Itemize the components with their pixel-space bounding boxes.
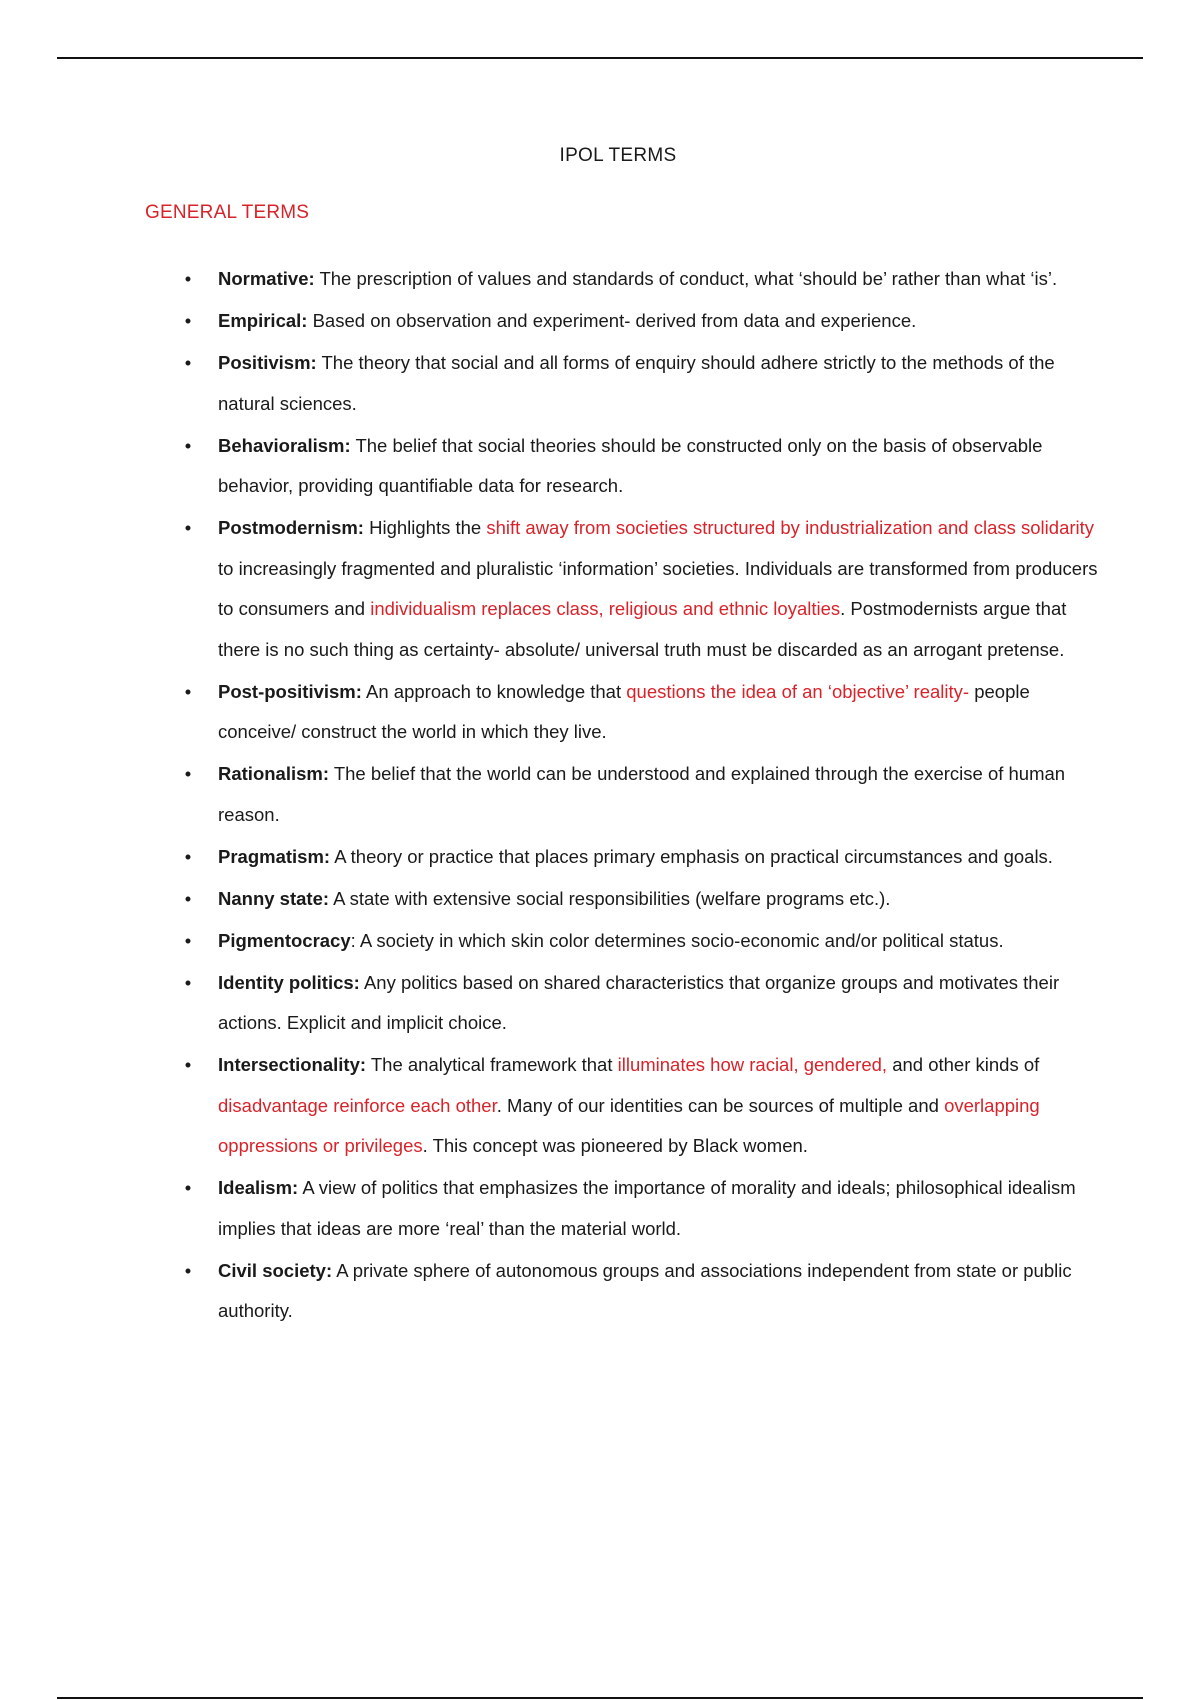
term-item bbox=[184, 672, 1098, 753]
bullet-icon: • bbox=[184, 887, 192, 909]
bullet-icon: • bbox=[184, 268, 192, 289]
top-rule bbox=[57, 57, 1143, 59]
term-item bbox=[184, 301, 1098, 342]
definition-text: The theory that social and all forms of enquiry should adhere strictly to the methods of the natural sciences. bbox=[218, 352, 1055, 414]
definition-text: The belief that social theories should be constructed only on the basis of observable behavior, providing quantifiable data for research. bbox=[218, 434, 1043, 496]
term-name: Postmodernism: bbox=[218, 517, 364, 538]
definition-text: Highlights the bbox=[363, 517, 487, 538]
term-name: Behavioralism: bbox=[218, 434, 351, 456]
term-name: Post-positivism: bbox=[218, 680, 362, 702]
bottom-rule bbox=[57, 1697, 1143, 1699]
term-item bbox=[184, 1045, 1098, 1167]
definition-text: The analytical framework that bbox=[366, 1054, 618, 1075]
section-heading-general-terms: GENERAL TERMS bbox=[145, 202, 310, 223]
definition-text: . Many of our identities can be sources of multiple and bbox=[496, 1094, 945, 1116]
definition-text: and other kinds of bbox=[887, 1054, 1040, 1075]
highlighted-text: individualism replaces class, religious and ethnic loyalties bbox=[370, 598, 841, 619]
bullet-icon: • bbox=[184, 517, 192, 538]
term-name: Rationalism: bbox=[218, 763, 330, 784]
highlighted-text: illuminates how racial, gendered, bbox=[617, 1054, 888, 1075]
highlighted-text: questions the idea of an ‘objective’ reality- bbox=[626, 680, 970, 702]
bullet-icon: • bbox=[184, 845, 192, 867]
term-name: Pigmentocracy bbox=[218, 929, 351, 951]
definition-text: Any politics based on shared characteristics that organize groups and motivates their actions. Explicit and implicit choice. bbox=[218, 971, 1060, 1033]
term-item bbox=[184, 837, 1098, 878]
term-item bbox=[184, 508, 1098, 670]
term-name: Civil society: bbox=[218, 1259, 333, 1281]
definition-text: The belief that the world can be understood and explained through the exercise of human reason. bbox=[218, 763, 1066, 825]
term-name: Normative: bbox=[218, 268, 315, 289]
term-item bbox=[184, 1168, 1098, 1249]
definition-text: . This concept was pioneered by Black women. bbox=[422, 1135, 808, 1156]
highlighted-text: shift away from societies structured by industrialization and class solidarity bbox=[486, 517, 1095, 538]
bullet-icon: • bbox=[184, 1177, 192, 1198]
bullet-icon: • bbox=[184, 680, 192, 702]
bullet-icon: • bbox=[184, 434, 192, 456]
term-item bbox=[184, 1251, 1098, 1332]
definition-text: . Postmodernists argue that there is no such thing as certainty- absolute/ universal truth must be discarded as an arrogant pretense. bbox=[218, 598, 1067, 660]
term-item bbox=[184, 921, 1098, 962]
term-item bbox=[184, 426, 1098, 507]
definition-text: people conceive/ construct the world in which they live. bbox=[218, 680, 1030, 742]
bullet-icon: • bbox=[184, 352, 192, 373]
definition-text: A theory or practice that places primary emphasis on practical circumstances and goals. bbox=[330, 845, 1053, 867]
term-name: Identity politics: bbox=[218, 971, 360, 993]
term-name: Intersectionality: bbox=[218, 1054, 367, 1075]
definition-text: The prescription of values and standards of conduct, what ‘should be’ rather than what ‘is’. bbox=[314, 268, 1058, 289]
term-item bbox=[184, 963, 1098, 1044]
term-name: Idealism: bbox=[218, 1177, 299, 1198]
term-item bbox=[184, 879, 1098, 920]
definition-text: A state with extensive social responsibilities (welfare programs etc.). bbox=[329, 887, 891, 909]
term-name: Pragmatism: bbox=[218, 845, 331, 867]
definition-text: A private sphere of autonomous groups and associations independent from state or public authority. bbox=[218, 1259, 1072, 1321]
bullet-icon: • bbox=[184, 1259, 192, 1281]
bullet-icon: • bbox=[184, 929, 192, 951]
bullet-icon: • bbox=[184, 763, 192, 784]
bullet-icon: • bbox=[184, 1054, 192, 1075]
term-item bbox=[184, 754, 1098, 835]
definition-text: An approach to knowledge that bbox=[361, 680, 627, 702]
definition-text: to increasingly fragmented and pluralistic ‘information’ societies. Individuals are transformed from producers to consumers and bbox=[218, 557, 1098, 619]
term-name: Positivism: bbox=[218, 352, 317, 373]
term-item bbox=[184, 343, 1098, 424]
term-name: Nanny state: bbox=[218, 887, 330, 909]
term-item bbox=[184, 259, 1098, 300]
highlighted-text: overlapping oppressions or privileges bbox=[218, 1094, 1040, 1156]
highlighted-text: disadvantage reinforce each other bbox=[218, 1094, 497, 1116]
definition-text: Based on observation and experiment- derived from data and experience. bbox=[307, 310, 917, 331]
page-title: IPOL TERMS bbox=[559, 145, 677, 166]
bullet-icon: • bbox=[184, 971, 192, 993]
definition-text: : A society in which skin color determines socio-economic and/or political status. bbox=[350, 929, 1004, 951]
bullet-icon: • bbox=[184, 310, 192, 331]
definition-text: A view of politics that emphasizes the importance of morality and ideals; philosophical idealism implies that ideas are more ‘real’ than the material world. bbox=[218, 1177, 1076, 1239]
term-name: Empirical: bbox=[218, 310, 308, 331]
terms-list bbox=[184, 259, 1098, 1333]
